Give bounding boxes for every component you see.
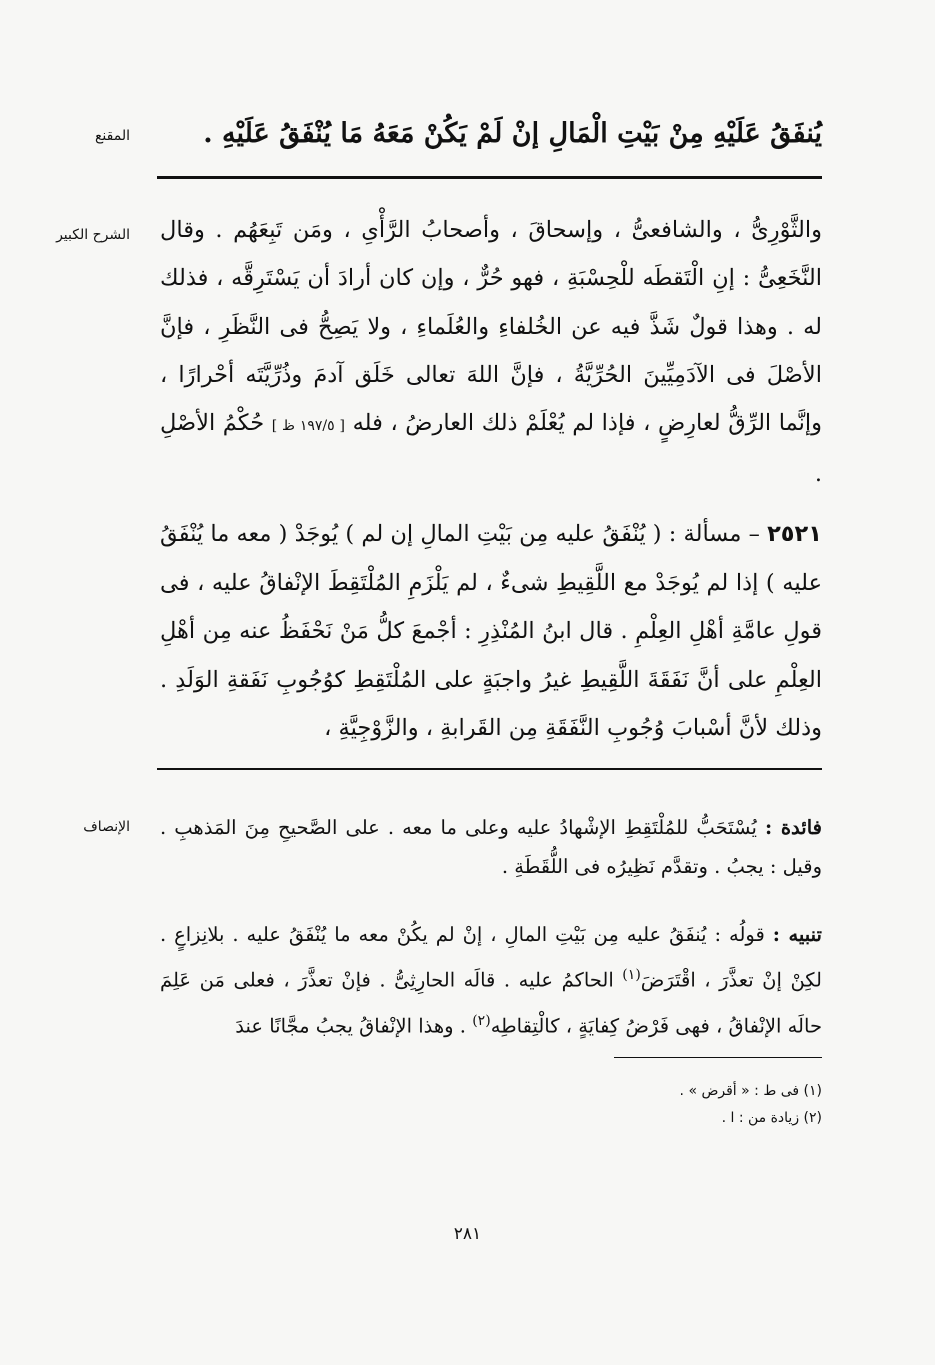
masala-paragraph — [160, 510, 822, 753]
separator-rule-top — [157, 176, 822, 179]
tanbih-paragraph — [160, 915, 822, 1046]
page-reference: [ ١٩٧/٥ ظ ] — [271, 418, 346, 435]
footnote-marker-2: (٢) — [472, 1012, 491, 1029]
footnote-1: (١) فى ط : « أقرض » . — [679, 1083, 822, 1099]
separator-rule-middle — [157, 768, 822, 770]
margin-label-sharh: الشرح الكبير — [56, 227, 130, 243]
footnote-marker-1: (١) — [622, 967, 641, 983]
margin-label-insaf: الإنصاف — [83, 819, 130, 835]
sharh-paragraph — [160, 206, 822, 499]
margin-label-muqni: المقنع — [94, 128, 130, 144]
faida-paragraph — [160, 808, 822, 886]
footnote-rule — [614, 1057, 822, 1058]
faida-label: فائدة : — [764, 816, 822, 839]
masala-number: ٢٥٢١ — [767, 521, 822, 547]
faida-text: يُسْتَحَبُّ للمُلْتَقِطِ الإشْهادُ عليه وعلى ما معه . على الصَّحيحِ مِنَ المَذهبِ . وقيل : يجبُ . وتقدَّم نَظِيرُه فى اللُّقَطَةِ . — [160, 816, 822, 878]
footnote-2: (٢) زيادة من : ا . — [721, 1110, 822, 1126]
tanbih-label: تنبيه : — [772, 923, 822, 946]
sharh-text: والثَّوْرِىُّ ، والشافعىُّ ، وإسحاقَ ، وأصحابُ الرَّأْىِ ، ومَن تَبِعَهُم . وقال النَّخَعِىُّ : إنِ الْتَقطَه للْحِسْبَةِ ، فهو حُرٌّ ، وإن كان أرادَ أن يَسْتَرِقَّه ، فذلك له . وهذا قولٌ شَذَّ فيه عن الخُلفاءِ والعُلَماءِ ، ولا يَصِحُّ فى النَّظَرِ ، فإنَّ الأصْلَ فى الآدَمِيِّينَ الحُرِّيَّةُ ، فإنَّ اللهَ تعالى خَلَق آدمَ وذُرِّيَّتَه أحْرارًا ، وإنَّما الرِّقُّ لعارِضٍ ، فإذا لم يُعْلَمْ ذلك العارضُ ، فله — [160, 217, 822, 437]
sharh-tail: حُكْمُ الأصْلِ . — [160, 410, 822, 488]
tanbih-text-b: الحاكمُ عليه . قالَه الحارِثِىُّ . فإنْ تعذَّرَ ، فعلى مَن عَلِمَ حالَه الإنْفاقُ ، فهى فَرْضُ كِفايَةٍ ، كالْتِقاطِه — [160, 968, 822, 1037]
muqni-text: يُنفَقُ عَلَيْهِ مِنْ بَيْتِ الْمَالِ إنْ لَمْ يَكُنْ مَعَهُ مَا يُنْفَقُ عَلَيْهِ . — [203, 118, 822, 149]
masala-text: – مسألة : ( يُنْفَقُ عليه مِن بَيْتِ المالِ إن لم ) يُوجَدْ ( معه ما يُنْفَقُ عليه ) إذا لم يُوجَدْ مع اللَّقِيطِ شىءٌ ، لم يَلْزَمِ المُلْتَقِطَ الإنْفاقُ عليه ، فى قولِ عامَّةِ أهْلِ العِلْمِ . قال ابنُ المُنْذِرِ : أجْمعَ كلُّ مَنْ نَحْفَظُ عنه مِن أهْلِ العِلْمِ على أنَّ نَفَقَةَ اللَّقِيطِ غيرُ واجبَةٍ على المُلْتَقِطِ كوُجُوبِ نَفَقةِ الوَلَدِ . وذلك لأنَّ أسْبابَ وُجُوبِ النَّفَقَةِ مِن القَرابةِ ، والزَّوْجِيَّةِ ، — [160, 521, 822, 741]
tanbih-text-c: . وهذا الإنْفاقُ يجبُ مجَّانًا عندَ — [235, 1014, 466, 1037]
page-number: ٢٨١ — [453, 1224, 482, 1244]
tanbih-text-a: قولُه : يُنفَقُ عليه مِن بَيْتِ المالِ ، إنْ لم يكُنْ معه ما يُنْفَقُ عليه . بلانِزاعٍ . لكِنْ إنْ تعذَّرَ ، اقْتَرَضَ — [160, 923, 822, 992]
